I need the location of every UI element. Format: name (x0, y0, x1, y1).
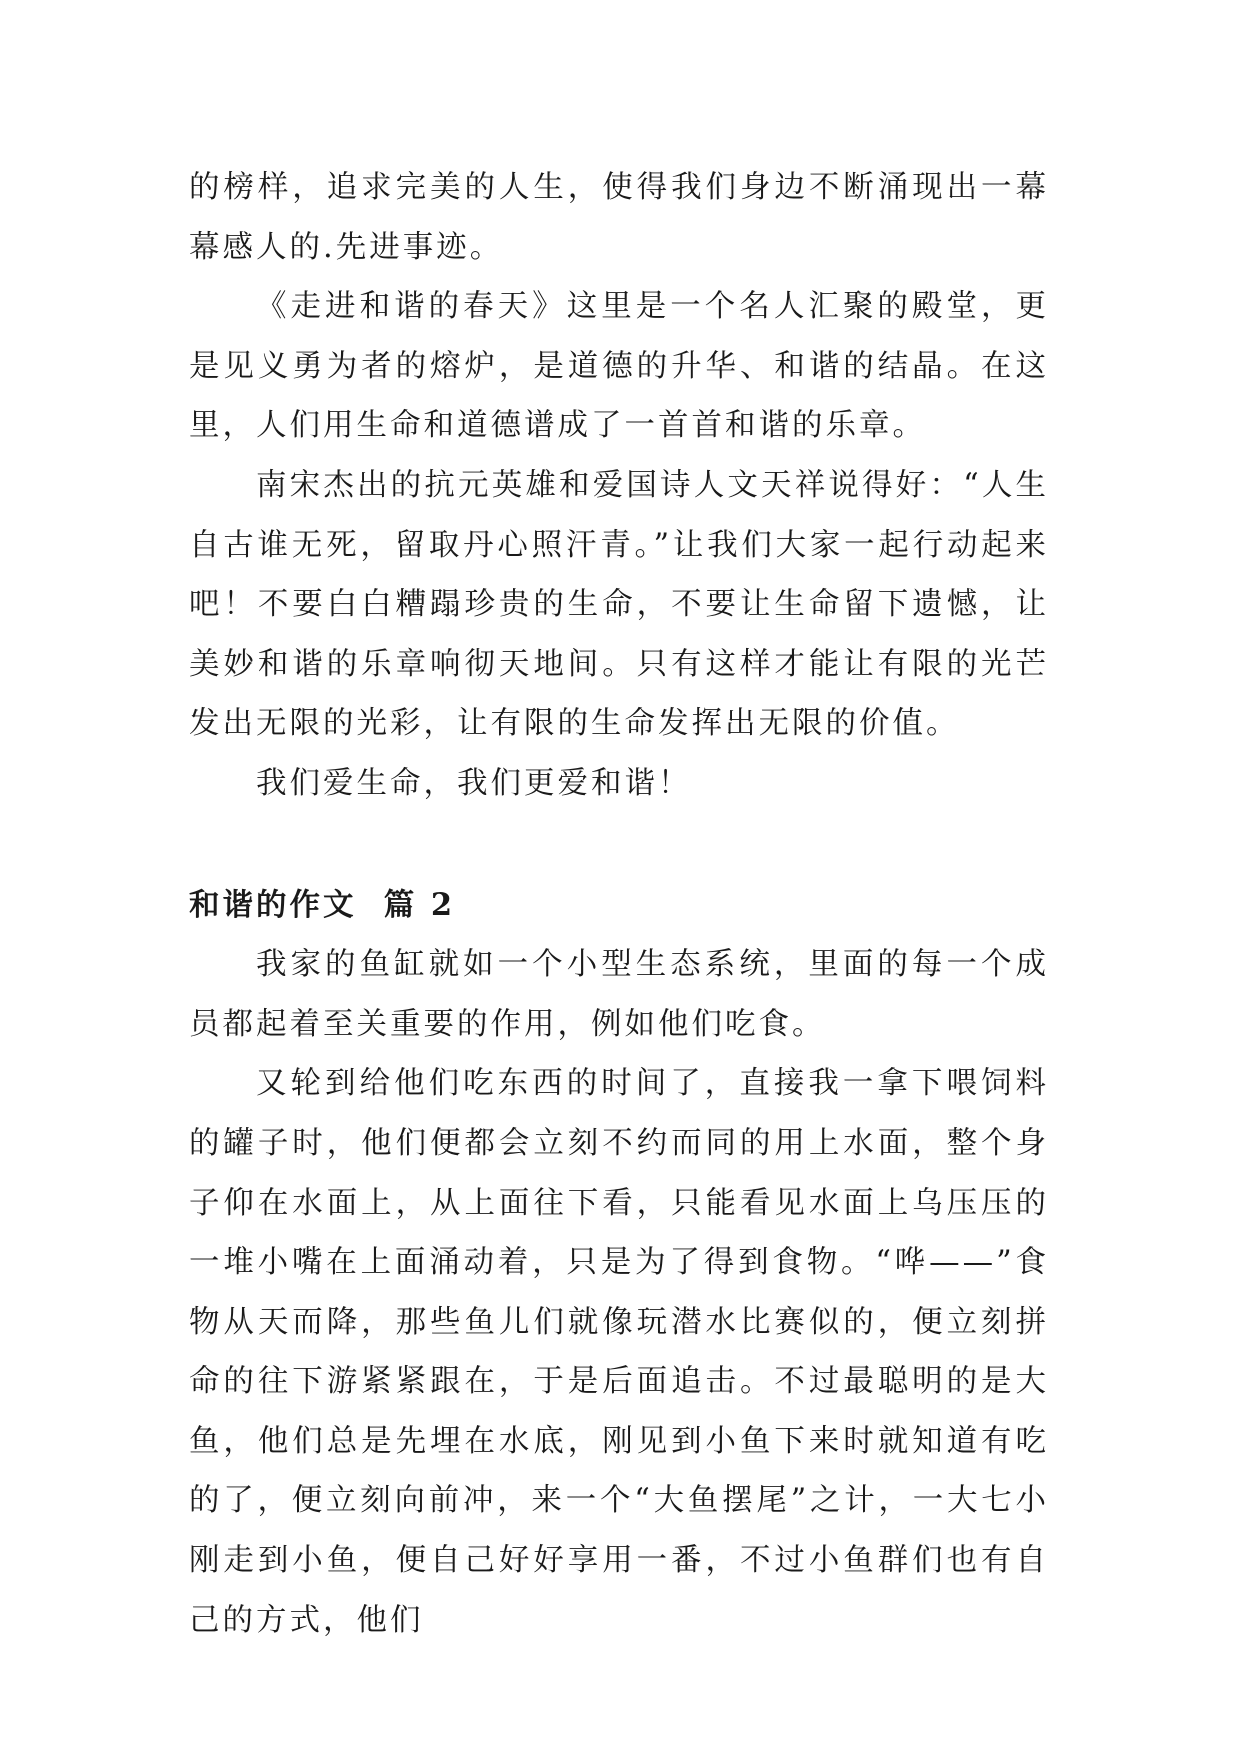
paragraph-fish-tank-intro: 我家的鱼缸就如一个小型生态系统，里面的每一个成员都起着至关重要的作用，例如他们吃食。 (189, 947, 1049, 1042)
section-heading: 和谐的作文 篇 2 (189, 886, 456, 923)
paragraph-love-life: 我们爱生命，我们更爱和谐！ (256, 765, 692, 801)
paragraph-wen-tianxiang-quote: 南宋杰出的抗元英雄和爱国诗人文天祥说得好：“人生自古谁无死，留取丹心照汗青。”让我们大家一起行动起来吧！不要白白糟蹋珍贵的生命，不要让生命留下遗憾，让美妙和谐的乐章响彻天地间。只有这样才能让有限的光芒发出无限的光彩，让有限的生命发挥出无限的价值。 (189, 467, 1049, 742)
document-body (189, 158, 1049, 1650)
paragraph-continuation: 的榜样，追求完美的人生，使得我们身边不断涌现出一幕幕感人的.先进事迹。 (189, 170, 1049, 265)
paragraph-spring-of-harmony: 《走进和谐的春天》这里是一个名人汇聚的殿堂，更是见义勇为者的熔炉，是道德的升华、和谐的结晶。在这里，人们用生命和道德谱成了一首首和谐的乐章。 (189, 289, 1049, 444)
paragraph-feeding-time: 又轮到给他们吃东西的时间了，直接我一拿下喂饲料的罐子时，他们便都会立刻不约而同的用上水面，整个身子仰在水面上，从上面往下看，只能看见水面上乌压压的一堆小嘴在上面涌动着，只是为了得到食物。“哗——”食物从天而降，那些鱼儿们就像玩潜水比赛似的，便立刻拼命的往下游紧紧跟在，于是后面追击。不过最聪明的是大鱼，他们总是先埋在水底，刚见到小鱼下来时就知道有吃的了，便立刻向前冲，来一个“大鱼摆尾”之计，一大七小刚走到小鱼，便自己好好享用一番，不过小鱼群们也有自己的方式，他们 (189, 1066, 1049, 1638)
